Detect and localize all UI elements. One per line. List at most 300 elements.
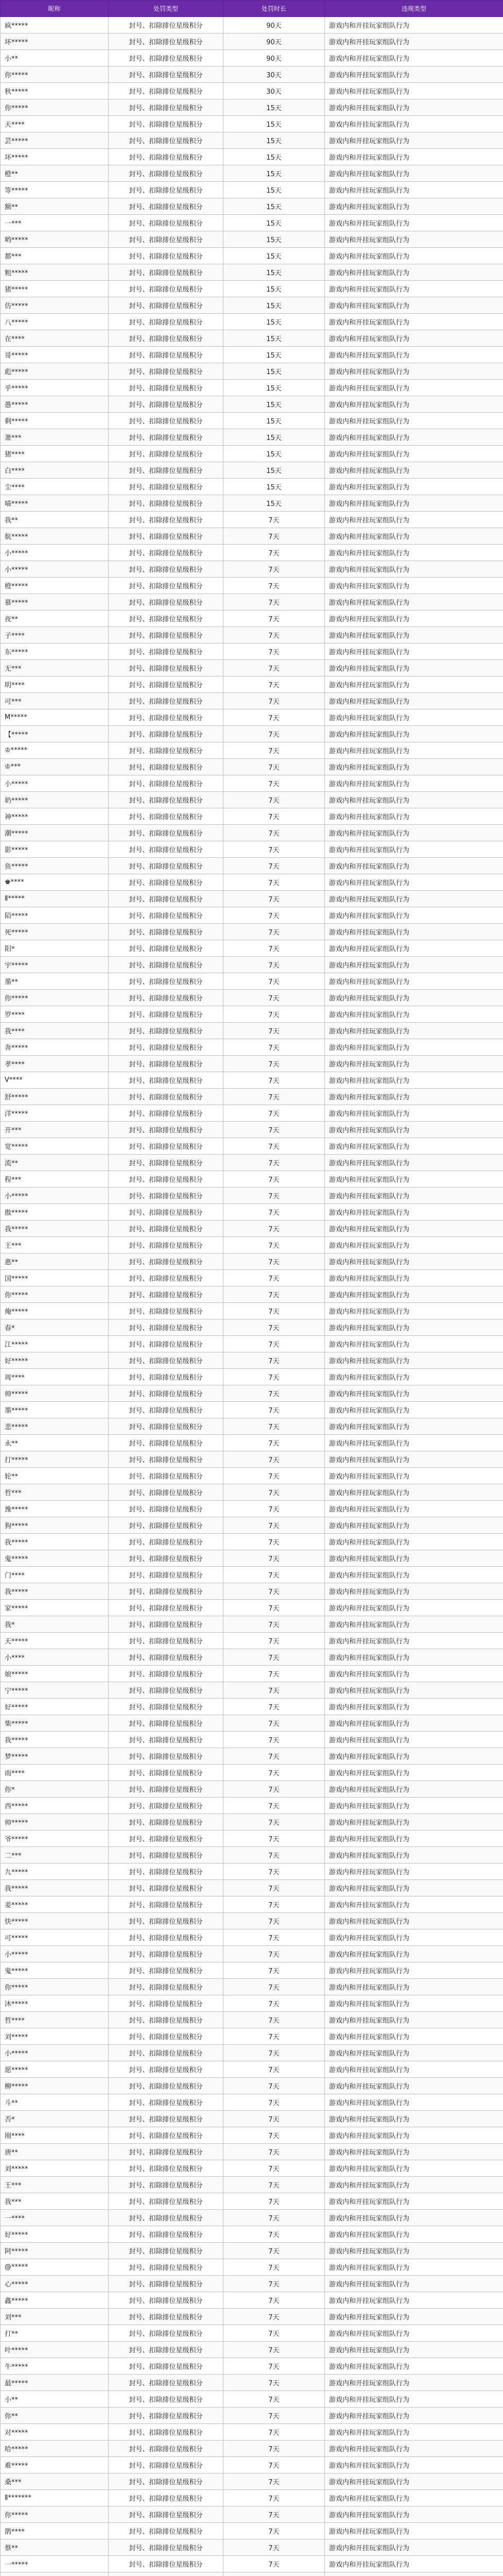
cell-nickname: 潮***** <box>1 825 109 841</box>
table-row <box>1 2391 503 2408</box>
cell-punishment-type: 封号、扣除排位星级积分 <box>109 2424 223 2441</box>
cell-punishment-duration: 7天 <box>223 2506 325 2523</box>
cell-punishment-type: 封号、扣除排位星级积分 <box>109 1270 223 1286</box>
cell-nickname: 粗***** <box>1 264 109 281</box>
table-row <box>1 1501 503 1517</box>
cell-nickname: 萧*** <box>1 429 109 446</box>
cell-nickname: 秋***** <box>1 83 109 99</box>
table-row <box>1 2127 503 2144</box>
cell-punishment-type: 封号、扣除排位星级积分 <box>109 1929 223 1946</box>
cell-punishment-duration: 15天 <box>223 231 325 248</box>
cell-punishment-type: 封号、扣除排位星级积分 <box>109 2358 223 2375</box>
cell-punishment-duration: 15天 <box>223 462 325 479</box>
cell-punishment-duration: 7天 <box>223 1748 325 1765</box>
cell-violation-type: 游戏内和开挂玩家组队行为 <box>325 2473 503 2490</box>
cell-nickname: 帅***** <box>1 1814 109 1831</box>
table-row <box>1 132 503 149</box>
table-row <box>1 1781 503 1798</box>
cell-punishment-duration: 7天 <box>223 1814 325 1831</box>
table-body <box>1 17 503 2576</box>
table-row <box>1 1863 503 1880</box>
cell-nickname: ♔***** <box>1 742 109 759</box>
cell-punishment-duration: 7天 <box>223 1995 325 2012</box>
cell-violation-type: 游戏内和开挂玩家组队行为 <box>325 1418 503 1435</box>
cell-punishment-type: 封号、扣除排位星级积分 <box>109 891 223 907</box>
cell-punishment-duration: 7天 <box>223 1913 325 1929</box>
cell-punishment-type: 封号、扣除排位星级积分 <box>109 132 223 149</box>
cell-nickname: 西***** <box>1 1798 109 1814</box>
cell-nickname: 奔***** <box>1 1039 109 1056</box>
table-row <box>1 2078 503 2094</box>
cell-punishment-duration: 90天 <box>223 33 325 50</box>
cell-punishment-duration: 7天 <box>223 1138 325 1155</box>
cell-punishment-type: 封号、扣除排位星级积分 <box>109 1831 223 1847</box>
cell-violation-type: 游戏内和开挂玩家组队行为 <box>325 330 503 347</box>
cell-punishment-type: 封号、扣除排位星级积分 <box>109 594 223 611</box>
cell-punishment-type: 封号、扣除排位星级积分 <box>109 2490 223 2506</box>
cell-nickname: 刘***** <box>1 2160 109 2177</box>
cell-punishment-duration: 7天 <box>223 2078 325 2094</box>
table-row <box>1 627 503 643</box>
cell-punishment-type: 封号、扣除排位星级积分 <box>109 1039 223 1056</box>
cell-punishment-type: 封号、扣除排位星级积分 <box>109 940 223 957</box>
table-row <box>1 495 503 512</box>
cell-nickname: M***** <box>1 709 109 726</box>
cell-nickname: 【***** <box>1 726 109 742</box>
header-violation-type: 违规类型 <box>325 1 503 17</box>
cell-nickname: 墨** <box>1 973 109 990</box>
cell-nickname: 八***** <box>1 314 109 330</box>
cell-punishment-type: 封号、扣除排位星级积分 <box>109 1633 223 1649</box>
cell-nickname: 王*** <box>1 2177 109 2193</box>
table-row <box>1 281 503 297</box>
cell-nickname: 剩***** <box>1 413 109 429</box>
cell-punishment-type: 封号、扣除排位星级积分 <box>109 330 223 347</box>
cell-punishment-duration: 15天 <box>223 314 325 330</box>
cell-punishment-type: 封号、扣除排位星级积分 <box>109 396 223 413</box>
cell-nickname: 悲***** <box>1 1418 109 1435</box>
cell-punishment-duration: 7天 <box>223 1270 325 1286</box>
cell-nickname: 小***** <box>1 2045 109 2061</box>
cell-nickname: Ⅱ***** <box>1 891 109 907</box>
cell-punishment-type: 封号、扣除排位星级积分 <box>109 2127 223 2144</box>
cell-punishment-type: 封号、扣除排位星级积分 <box>109 578 223 594</box>
cell-punishment-type: 封号、扣除排位星级积分 <box>109 429 223 446</box>
cell-nickname: 轮** <box>1 1468 109 1484</box>
cell-punishment-duration: 7天 <box>223 1303 325 1319</box>
table-row <box>1 1798 503 1814</box>
table-row <box>1 1319 503 1336</box>
table-row <box>1 1006 503 1023</box>
cell-punishment-duration: 7天 <box>223 2193 325 2210</box>
cell-violation-type: 游戏内和开挂玩家组队行为 <box>325 1171 503 1188</box>
cell-punishment-duration: 7天 <box>223 924 325 940</box>
table-row <box>1 2539 503 2556</box>
cell-punishment-duration: 7天 <box>223 2276 325 2292</box>
table-row <box>1 891 503 907</box>
cell-violation-type: 游戏内和开挂玩家组队行为 <box>325 512 503 528</box>
cell-punishment-type: 封号、扣除排位星级积分 <box>109 1221 223 1237</box>
table-row <box>1 2276 503 2292</box>
cell-violation-type: 游戏内和开挂玩家组队行为 <box>325 2457 503 2473</box>
table-row <box>1 874 503 891</box>
cell-punishment-duration: 7天 <box>223 1418 325 1435</box>
cell-violation-type: 游戏内和开挂玩家组队行为 <box>325 1352 503 1369</box>
cell-violation-type: 游戏内和开挂玩家组队行为 <box>325 742 503 759</box>
cell-violation-type: 游戏内和开挂玩家组队行为 <box>325 1237 503 1253</box>
cell-nickname: ♚**** <box>1 874 109 891</box>
table-row <box>1 2210 503 2226</box>
cell-punishment-duration: 7天 <box>223 1286 325 1303</box>
cell-violation-type: 游戏内和开挂玩家组队行为 <box>325 1962 503 1979</box>
cell-violation-type: 游戏内和开挂玩家组队行为 <box>325 2556 503 2572</box>
cell-punishment-type: 封号、扣除排位星级积分 <box>109 973 223 990</box>
cell-punishment-duration: 7天 <box>223 2292 325 2309</box>
cell-punishment-type: 封号、扣除排位星级积分 <box>109 1451 223 1468</box>
cell-violation-type: 游戏内和开挂玩家组队行为 <box>325 1633 503 1649</box>
cell-punishment-duration: 7天 <box>223 1715 325 1732</box>
cell-punishment-duration: 7天 <box>223 1979 325 1995</box>
table-row <box>1 2457 503 2473</box>
cell-nickname: 打***** <box>1 1451 109 1468</box>
table-row <box>1 1847 503 1863</box>
cell-violation-type: 游戏内和开挂玩家组队行为 <box>325 347 503 363</box>
cell-punishment-type: 封号、扣除排位星级积分 <box>109 1402 223 1418</box>
table-row <box>1 1155 503 1171</box>
cell-punishment-duration: 7天 <box>223 1155 325 1171</box>
table-row <box>1 1896 503 1913</box>
cell-nickname: 梦***** <box>1 1748 109 1765</box>
cell-nickname <box>1 2572 109 2576</box>
cell-violation-type: 游戏内和开挂玩家组队行为 <box>325 380 503 396</box>
cell-violation-type: 游戏内和开挂玩家组队行为 <box>325 1319 503 1336</box>
cell-nickname: 宁***** <box>1 1682 109 1699</box>
cell-nickname: 额** <box>1 198 109 215</box>
cell-punishment-type: 封号、扣除排位星级积分 <box>109 2441 223 2457</box>
cell-punishment-duration: 15天 <box>223 446 325 462</box>
cell-punishment-duration: 15天 <box>223 413 325 429</box>
cell-violation-type: 游戏内和开挂玩家组队行为 <box>325 545 503 561</box>
cell-violation-type: 游戏内和开挂玩家组队行为 <box>325 1155 503 1171</box>
cell-punishment-type: 封号、扣除排位星级积分 <box>109 775 223 792</box>
cell-nickname: 我* <box>1 1616 109 1633</box>
table-row <box>1 643 503 660</box>
cell-punishment-duration: 7天 <box>223 1929 325 1946</box>
cell-punishment-type: 封号、扣除排位星级积分 <box>109 314 223 330</box>
table-row <box>1 1336 503 1352</box>
cell-violation-type: 游戏内和开挂玩家组队行为 <box>325 413 503 429</box>
cell-punishment-type: 封号、扣除排位星级积分 <box>109 545 223 561</box>
cell-punishment-type: 封号、扣除排位星级积分 <box>109 1798 223 1814</box>
cell-punishment-duration: 7天 <box>223 561 325 578</box>
cell-nickname: 刘*** <box>1 2309 109 2325</box>
cell-nickname: 心***** <box>1 2276 109 2292</box>
cell-punishment-type: 封号、扣除排位星级积分 <box>109 1666 223 1682</box>
cell-punishment-duration: 7天 <box>223 1682 325 1699</box>
cell-violation-type: 游戏内和开挂玩家组队行为 <box>325 2094 503 2111</box>
cell-punishment-duration: 7天 <box>223 1896 325 1913</box>
cell-punishment-duration: 7天 <box>223 2539 325 2556</box>
cell-nickname: 斗** <box>1 2094 109 2111</box>
table-row <box>1 479 503 495</box>
table-row <box>1 957 503 973</box>
cell-punishment-duration: 15天 <box>223 281 325 297</box>
table-row <box>1 1517 503 1534</box>
cell-violation-type: 游戏内和开挂玩家组队行为 <box>325 1072 503 1089</box>
cell-nickname: 柳***** <box>1 2078 109 2094</box>
cell-nickname: 都*** <box>1 248 109 264</box>
cell-nickname: 春* <box>1 1319 109 1336</box>
cell-punishment-type: 封号、扣除排位星级积分 <box>109 1699 223 1715</box>
cell-punishment-duration: 7天 <box>223 1616 325 1633</box>
table-row <box>1 347 503 363</box>
cell-violation-type: 游戏内和开挂玩家组队行为 <box>325 1023 503 1039</box>
cell-nickname: 你***** <box>1 2506 109 2523</box>
cell-violation-type: 游戏内和开挂玩家组队行为 <box>325 1732 503 1748</box>
cell-nickname: 程*** <box>1 1171 109 1188</box>
cell-punishment-type: 封号、扣除排位星级积分 <box>109 17 223 33</box>
cell-punishment-type: 封号、扣除排位星级积分 <box>109 2144 223 2160</box>
cell-nickname: 坏***** <box>1 149 109 165</box>
cell-punishment-type: 封号、扣除排位星级积分 <box>109 2556 223 2572</box>
cell-punishment-duration: 7天 <box>223 512 325 528</box>
cell-violation-type: 游戏内和开挂玩家组队行为 <box>325 2111 503 2127</box>
cell-violation-type: 游戏内和开挂玩家组队行为 <box>325 1089 503 1105</box>
cell-nickname: 沐***** <box>1 1995 109 2012</box>
cell-punishment-type: 封号、扣除排位星级积分 <box>109 380 223 396</box>
cell-punishment-duration: 7天 <box>223 1831 325 1847</box>
cell-violation-type: 游戏内和开挂玩家组队行为 <box>325 1666 503 1682</box>
cell-violation-type: 游戏内和开挂玩家组队行为 <box>325 182 503 198</box>
cell-punishment-duration: 15天 <box>223 116 325 132</box>
cell-violation-type: 游戏内和开挂玩家组队行为 <box>325 297 503 314</box>
cell-violation-type: 游戏内和开挂玩家组队行为 <box>325 149 503 165</box>
cell-violation-type: 游戏内和开挂玩家组队行为 <box>325 693 503 709</box>
table-row <box>1 841 503 858</box>
cell-punishment-duration: 7天 <box>223 2144 325 2160</box>
cell-punishment-duration: 7天 <box>223 1600 325 1616</box>
table-row <box>1 413 503 429</box>
cell-punishment-type: 封号、扣除排位星级积分 <box>109 1715 223 1732</box>
cell-punishment-type: 封号、扣除排位星级积分 <box>109 759 223 775</box>
cell-punishment-duration: 7天 <box>223 1781 325 1798</box>
cell-nickname: 快***** <box>1 1913 109 1929</box>
cell-violation-type: 游戏内和开挂玩家组队行为 <box>325 2292 503 2309</box>
cell-punishment-duration: 15天 <box>223 198 325 215</box>
cell-violation-type: 游戏内和开挂玩家组队行为 <box>325 2127 503 2144</box>
cell-violation-type: 游戏内和开挂玩家组队行为 <box>325 132 503 149</box>
table-row <box>1 50 503 66</box>
cell-punishment-duration: 90天 <box>223 50 325 66</box>
table-row <box>1 314 503 330</box>
cell-punishment-type: 封号、扣除排位星级积分 <box>109 2193 223 2210</box>
table-row <box>1 1962 503 1979</box>
cell-punishment-duration: 7天 <box>223 858 325 874</box>
table-row <box>1 1253 503 1270</box>
cell-punishment-type: 封号、扣除排位星级积分 <box>109 264 223 281</box>
cell-violation-type: 游戏内和开挂玩家组队行为 <box>325 973 503 990</box>
cell-punishment-type: 封号、扣除排位星级积分 <box>109 2012 223 2028</box>
cell-punishment-duration: 15天 <box>223 429 325 446</box>
cell-violation-type: 游戏内和开挂玩家组队行为 <box>325 66 503 83</box>
cell-punishment-duration: 7天 <box>223 1517 325 1534</box>
cell-violation-type: 游戏内和开挂玩家组队行为 <box>325 2226 503 2243</box>
cell-nickname: 宽***** <box>1 1138 109 1155</box>
cell-nickname: 小**** <box>1 1649 109 1666</box>
cell-punishment-type: 封号、扣除排位星级积分 <box>109 1171 223 1188</box>
cell-punishment-duration: 7天 <box>223 2177 325 2193</box>
table-row <box>1 2325 503 2342</box>
table-row <box>1 1204 503 1221</box>
cell-punishment-type: 封号、扣除排位星级积分 <box>109 2375 223 2391</box>
cell-nickname: 坏***** <box>1 33 109 50</box>
cell-nickname: 开*** <box>1 1122 109 1138</box>
cell-punishment-type: 封号、扣除排位星级积分 <box>109 841 223 858</box>
cell-nickname: 豫***** <box>1 1501 109 1517</box>
cell-violation-type: 游戏内和开挂玩家组队行为 <box>325 676 503 693</box>
cell-nickname: 在**** <box>1 330 109 347</box>
cell-nickname: 猪***** <box>1 281 109 297</box>
cell-punishment-type: 封号、扣除排位星级积分 <box>109 2045 223 2061</box>
cell-punishment-duration: 15天 <box>223 479 325 495</box>
table-row <box>1 83 503 99</box>
cell-nickname: 二*** <box>1 1847 109 1863</box>
cell-punishment-type: 封号、扣除排位星级积分 <box>109 1237 223 1253</box>
cell-violation-type: 游戏内和开挂玩家组队行为 <box>325 231 503 248</box>
cell-violation-type: 游戏内和开挂玩家组队行为 <box>325 1929 503 1946</box>
table-row <box>1 924 503 940</box>
table-row <box>1 1270 503 1286</box>
table-row <box>1 1303 503 1319</box>
table-row <box>1 2177 503 2193</box>
cell-punishment-type: 封号、扣除排位星级积分 <box>109 1336 223 1352</box>
cell-nickname: 天***** <box>1 1633 109 1649</box>
cell-punishment-duration: 15天 <box>223 396 325 413</box>
cell-punishment-duration: 7天 <box>223 2375 325 2391</box>
cell-punishment-duration: 30天 <box>223 83 325 99</box>
cell-punishment-type: 封号、扣除排位星级积分 <box>109 1534 223 1550</box>
cell-punishment-type: 封号、扣除排位星级积分 <box>109 50 223 66</box>
cell-nickname: 我*** <box>1 2193 109 2210</box>
table-row <box>1 561 503 578</box>
cell-punishment-duration: 7天 <box>223 2457 325 2473</box>
cell-punishment-duration: 7天 <box>223 676 325 693</box>
cell-punishment-duration: 7天 <box>223 2226 325 2243</box>
table-row <box>1 1715 503 1732</box>
cell-punishment-duration: 7天 <box>223 1484 325 1501</box>
cell-nickname: 难***** <box>1 2457 109 2473</box>
cell-nickname: 小** <box>1 2391 109 2408</box>
cell-violation-type: 游戏内和开挂玩家组队行为 <box>325 775 503 792</box>
cell-punishment-duration: 7天 <box>223 1336 325 1352</box>
cell-violation-type: 游戏内和开挂玩家组队行为 <box>325 2309 503 2325</box>
table-row <box>1 66 503 83</box>
cell-violation-type: 游戏内和开挂玩家组队行为 <box>325 2490 503 2506</box>
table-row <box>1 2408 503 2424</box>
cell-punishment-type: 封号、扣除排位星级积分 <box>109 2177 223 2193</box>
cell-punishment-type: 封号、扣除排位星级积分 <box>109 1880 223 1896</box>
table-row <box>1 693 503 709</box>
cell-punishment-type: 封号、扣除排位星级积分 <box>109 1072 223 1089</box>
cell-violation-type: 游戏内和开挂玩家组队行为 <box>325 1814 503 1831</box>
table-row <box>1 1814 503 1831</box>
cell-punishment-type: 封号、扣除排位星级积分 <box>109 2094 223 2111</box>
cell-punishment-type: 封号、扣除排位星级积分 <box>109 1352 223 1369</box>
cell-nickname: 姜***** <box>1 1896 109 1913</box>
cell-violation-type: 游戏内和开挂玩家组队行为 <box>325 1946 503 1962</box>
cell-violation-type: 游戏内和开挂玩家组队行为 <box>325 2078 503 2094</box>
table-row <box>1 1682 503 1699</box>
table-row <box>1 198 503 215</box>
table-row <box>1 1534 503 1550</box>
cell-punishment-type: 封号、扣除排位星级积分 <box>109 1583 223 1600</box>
cell-punishment-duration: 7天 <box>223 1880 325 1896</box>
cell-violation-type: 游戏内和开挂玩家组队行为 <box>325 17 503 33</box>
cell-violation-type: 游戏内和开挂玩家组队行为 <box>325 363 503 380</box>
table-row <box>1 2160 503 2177</box>
table-row <box>1 1089 503 1105</box>
table-row <box>1 545 503 561</box>
cell-punishment-type: 封号、扣除排位星级积分 <box>109 33 223 50</box>
cell-nickname: 一**** <box>1 2210 109 2226</box>
cell-nickname: 唐** <box>1 2144 109 2160</box>
cell-violation-type: 游戏内和开挂玩家组队行为 <box>325 2144 503 2160</box>
cell-punishment-duration: 15天 <box>223 495 325 512</box>
table-row <box>1 2226 503 2243</box>
table-row <box>1 858 503 874</box>
table-row <box>1 1765 503 1781</box>
cell-nickname: 宇***** <box>1 957 109 973</box>
cell-punishment-type: 封号、扣除排位星级积分 <box>109 2243 223 2259</box>
cell-violation-type: 游戏内和开挂玩家组队行为 <box>325 1550 503 1567</box>
cell-punishment-duration: 15天 <box>223 380 325 396</box>
cell-punishment-type: 封号、扣除排位星级积分 <box>109 182 223 198</box>
cell-violation-type: 游戏内和开挂玩家组队行为 <box>325 957 503 973</box>
cell-nickname: 洋***** <box>1 1105 109 1122</box>
cell-punishment-duration: 7天 <box>223 2523 325 2539</box>
table-row <box>1 973 503 990</box>
cell-violation-type: 游戏内和开挂玩家组队行为 <box>325 1336 503 1352</box>
cell-violation-type: 游戏内和开挂玩家组队行为 <box>325 2424 503 2441</box>
table-row <box>1 446 503 462</box>
table-row <box>1 512 503 528</box>
cell-punishment-type: 封号、扣除排位星级积分 <box>109 1814 223 1831</box>
cell-punishment-type: 封号、扣除排位星级积分 <box>109 2539 223 2556</box>
cell-punishment-type: 封号、扣除排位星级积分 <box>109 1616 223 1633</box>
cell-nickname: 乎***** <box>1 380 109 396</box>
cell-nickname: 舒***** <box>1 1089 109 1105</box>
table-row <box>1 1649 503 1666</box>
cell-punishment-duration: 7天 <box>223 709 325 726</box>
table-row <box>1 1550 503 1567</box>
cell-punishment-duration: 90天 <box>223 17 325 33</box>
cell-punishment-type: 封号、扣除排位星级积分 <box>109 1995 223 2012</box>
cell-punishment-duration: 7天 <box>223 973 325 990</box>
cell-violation-type: 游戏内和开挂玩家组队行为 <box>325 643 503 660</box>
cell-punishment-type: 封号、扣除排位星级积分 <box>109 2226 223 2243</box>
cell-violation-type: 游戏内和开挂玩家组队行为 <box>325 198 503 215</box>
cell-punishment-duration: 7天 <box>223 1319 325 1336</box>
table-row <box>1 215 503 231</box>
cell-nickname: 鹊**** <box>1 2523 109 2539</box>
table-row <box>1 2309 503 2325</box>
cell-punishment-type: 封号、扣除排位星级积分 <box>109 479 223 495</box>
table-row <box>1 2094 503 2111</box>
cell-punishment-type: 封号、扣除排位星级积分 <box>109 643 223 660</box>
cell-punishment-type: 封号、扣除排位星级积分 <box>109 1006 223 1023</box>
cell-punishment-duration: 7天 <box>223 1204 325 1221</box>
cell-punishment-duration: 7天 <box>223 1072 325 1089</box>
